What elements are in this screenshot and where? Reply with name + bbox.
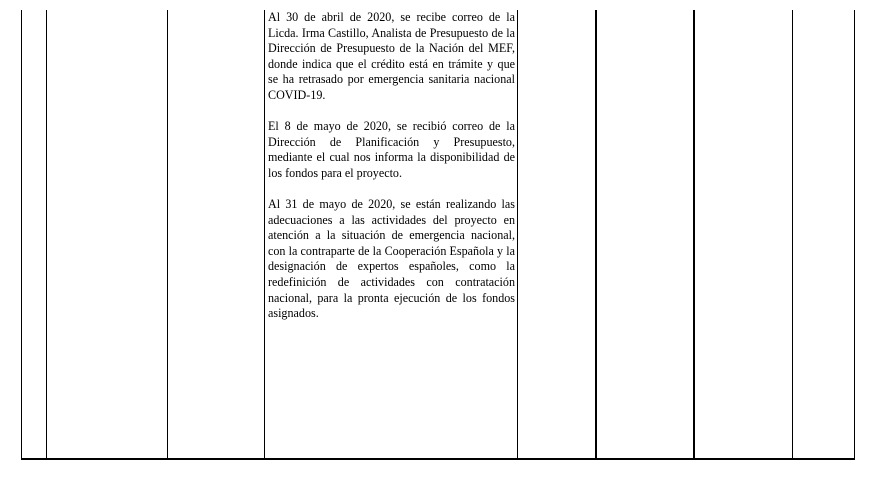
table-cell-col-6 xyxy=(596,10,694,459)
table-cell-activity-description xyxy=(265,10,518,459)
table-cell-col-2 xyxy=(47,10,168,459)
paragraph-may-8: El 8 de mayo de 2020, se recibió correo de la Dirección de Planificación y Presupuesto, mediante el cual nos informa la disponibilidad de los fondos para el proyecto. xyxy=(268,119,515,180)
table-cell-col-7 xyxy=(694,10,793,459)
paragraph-april-30: Al 30 de abril de 2020, se recibe correo de la Licda. Irma Castillo, Analista de Presupuesto de la Dirección de Presupuesto de la Nación del MEF, donde indica que el crédito está en trámite y que se ha retrasado por emergencia sanitaria nacional COVID-19. xyxy=(268,10,515,102)
table-cell-col-1 xyxy=(22,10,47,459)
table-row xyxy=(22,10,855,459)
report-table xyxy=(21,10,855,460)
paragraph-may-31: Al 31 de mayo de 2020, se están realizando las adecuaciones a las actividades del proyecto en atención a la situación de emergencia nacional, con la contraparte de la Cooperación Española y la designación de expertos españoles, como la redefinición de actividades con contratación nacional, para la pronta ejecución de los fondos asignados. xyxy=(268,196,515,321)
table-cell-col-8 xyxy=(793,10,855,459)
table-cell-col-3 xyxy=(168,10,265,459)
table-cell-col-5 xyxy=(518,10,596,459)
